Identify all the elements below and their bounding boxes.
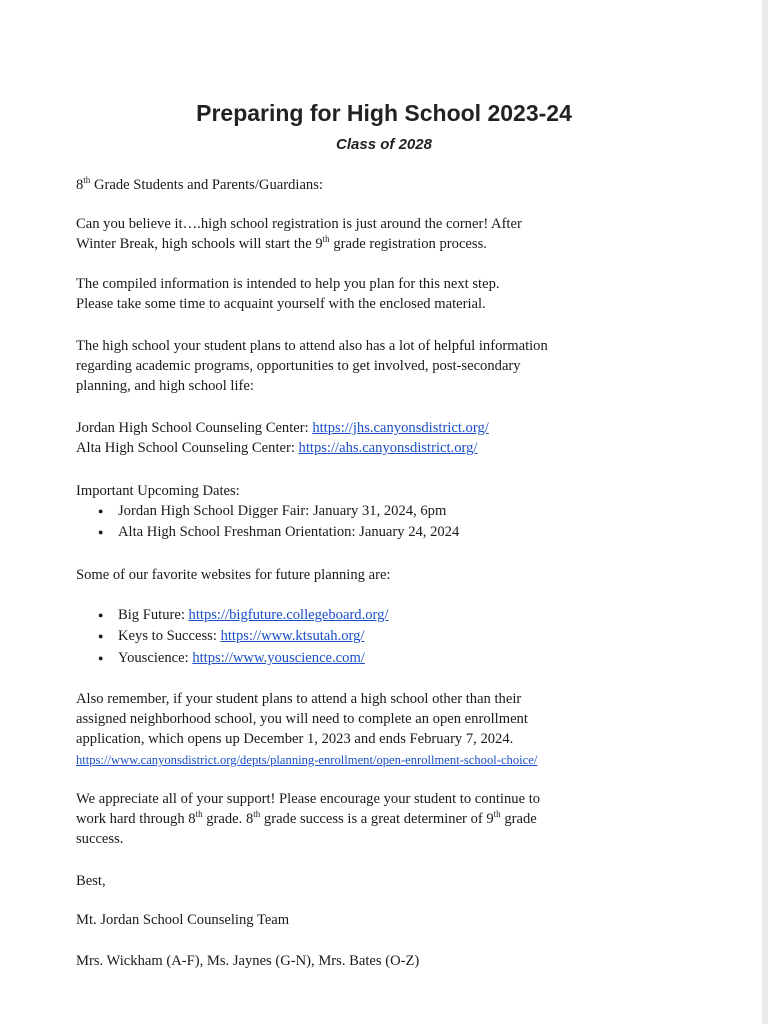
dates-heading: Important Upcoming Dates: [76,483,240,499]
open-enrollment-link[interactable]: https://www.canyonsdistrict.org/depts/planning-enrollment/open-enrollment-school-choice/ [76,753,538,767]
alta-counseling-link[interactable]: https://ahs.canyonsdistrict.org/ [298,440,478,456]
paragraph-4-line-2: assigned neighborhood school, you will need to complete an open enrollment [76,711,528,727]
greeting: 8th Grade Students and Parents/Guardians: [76,175,323,193]
page-edge [762,0,768,1024]
bigfuture-link[interactable]: https://bigfuture.collegeboard.org/ [188,607,389,623]
page-subtitle: Class of 2028 [336,136,432,153]
paragraph-4-line-1: Also remember, if your student plans to attend a high school other than their [76,691,522,707]
paragraph-1-line-1: Can you believe it….high school registration is just around the corner! After [76,216,522,232]
paragraph-3-line-3: planning, and high school life: [76,378,254,394]
paragraph-2-line-2: Please take some time to acquaint yourself with the enclosed material. [76,296,486,312]
closing: Best, [76,873,106,889]
paragraph-5-line-3: success. [76,831,124,847]
paragraph-5-line-1: We appreciate all of your support! Please encourage your student to continue to [76,791,541,807]
page-title: Preparing for High School 2023-24 [196,100,572,126]
youscience-link[interactable]: https://www.youscience.com/ [192,650,365,666]
team-signature: Mt. Jordan School Counseling Team [76,912,290,928]
counselor-names: Mrs. Wickham (A-F), Ms. Jaynes (G-N), Mrs. Bates (O-Z) [76,953,420,969]
keys-to-success-link[interactable]: https://www.ktsutah.org/ [220,628,365,644]
alta-counseling-line: Alta High School Counseling Center: https://ahs.canyonsdistrict.org/ [76,440,478,456]
paragraph-3-line-1: The high school your student plans to attend also has a lot of helpful information [76,338,548,354]
paragraph-3-line-2: regarding academic programs, opportunities to get involved, post-secondary [76,358,521,374]
jordan-counseling-link[interactable]: https://jhs.canyonsdistrict.org/ [312,420,489,436]
paragraph-4-line-3: application, which opens up December 1, 2023 and ends February 7, 2024. [76,731,514,747]
paragraph-2-line-1: The compiled information is intended to help you plan for this next step. [76,276,500,292]
letter-page: Preparing for High School 2023-24 Class of 2028 8th Grade Students and Parents/Guardians: Can you believe it….high school registration is just around the corner! After Winter Break, high schools will start the 9th grade registration process. The compiled information is intended to help you plan for this next step. Please take some time to acquaint yourself with the enclosed material. The high school your student plans to attend also has a lot of helpful information regarding academic programs, opportunities to get involved, post-secondary planning, and high school life: Jordan High School Counseling Center: https://jhs.canyonsdistrict.org/ Alta High School Counseling Center: https://ahs.canyonsdistrict.org/ Important Upcoming Dates: Jordan High School Digger Fair: January 31, 2024, 6pm Alta High School Freshman Orientation: January 24, 2024 Some of our favorite websites for future planning are: Big Future: https://bigfuture.collegeboard.org/ Keys to Success: https://www.ktsutah.org/ Youscience: https://www.youscience.com/ Also remember, if your student plans to attend a high school other than their assigned neighborhood school, you will need to complete an open enrollment application, which opens up December 1, 2023 and ends February 7, 2024. https://www.canyonsdistrict.org/depts/planning-enrollment/open-enrollment-school-choice/ We appreciate all of your support! Please encourage your student to continue to work hard through 8th grade. 8th grade success is a great determiner of 9th grade success. Best, Mt. Jordan School Counseling Team Mrs. Wickham (A-F), Ms. Jaynes (G-N), Mrs. Bates (O-Z) [0,0,768,1024]
paragraph-1-line-2: Winter Break, high schools will start the 9th grade registration process. [76,234,487,252]
jordan-counseling-line: Jordan High School Counseling Center: https://jhs.canyonsdistrict.org/ [76,420,489,436]
websites-heading: Some of our favorite websites for future planning are: [76,567,391,583]
paragraph-5-line-2: work hard through 8th grade. 8th grade success is a great determiner of 9th grade [76,809,537,827]
